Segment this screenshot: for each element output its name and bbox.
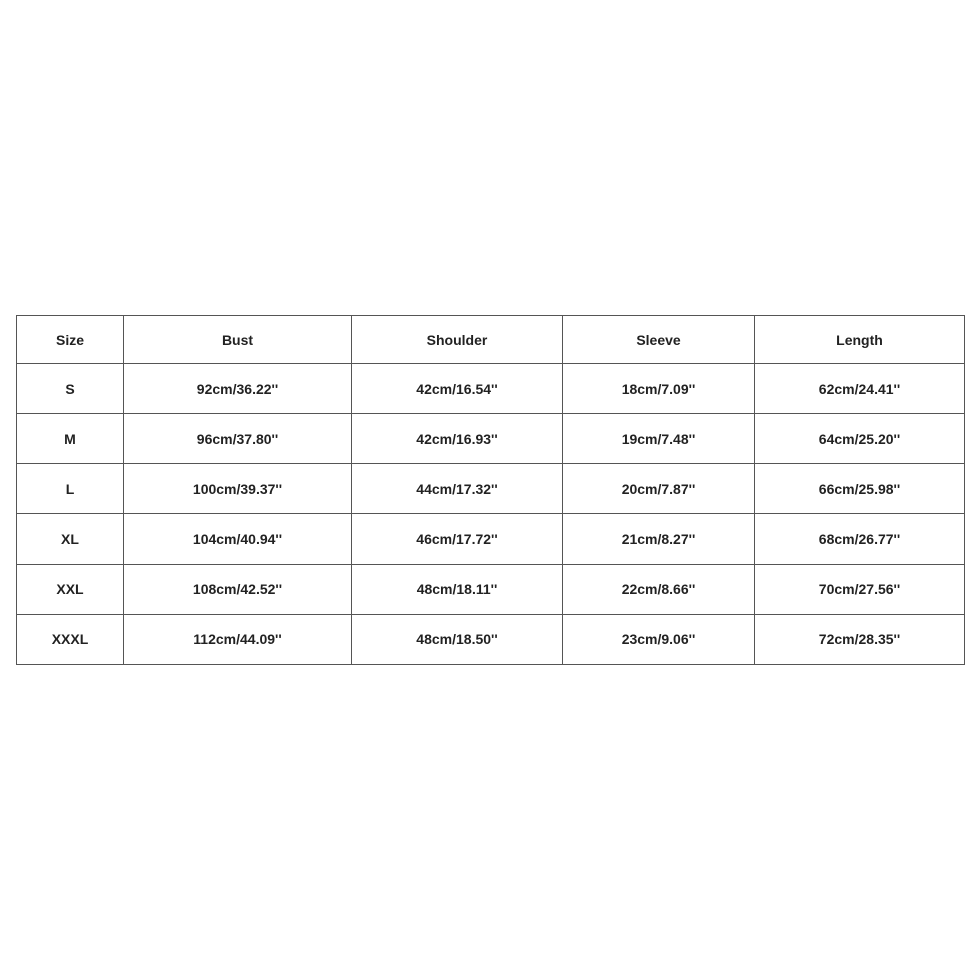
cell-bust: 104cm/40.94'' [124, 514, 352, 564]
header-sleeve: Sleeve [563, 316, 755, 364]
cell-sleeve: 21cm/8.27'' [563, 514, 755, 564]
table-row [17, 564, 965, 614]
table-row [17, 464, 965, 514]
cell-length: 66cm/25.98'' [755, 464, 965, 514]
cell-length: 70cm/27.56'' [755, 564, 965, 614]
cell-bust: 92cm/36.22'' [124, 364, 352, 414]
cell-length: 72cm/28.35'' [755, 614, 965, 664]
cell-size: XXL [17, 564, 124, 614]
cell-length: 62cm/24.41'' [755, 364, 965, 414]
cell-shoulder: 48cm/18.11'' [352, 564, 563, 614]
header-size: Size [17, 316, 124, 364]
table-row [17, 414, 965, 464]
cell-bust: 96cm/37.80'' [124, 414, 352, 464]
cell-bust: 112cm/44.09'' [124, 614, 352, 664]
cell-size: L [17, 464, 124, 514]
cell-shoulder: 48cm/18.50'' [352, 614, 563, 664]
table-row [17, 614, 965, 664]
cell-size: S [17, 364, 124, 414]
cell-length: 64cm/25.20'' [755, 414, 965, 464]
cell-shoulder: 46cm/17.72'' [352, 514, 563, 564]
size-chart-table [16, 315, 965, 665]
cell-bust: 100cm/39.37'' [124, 464, 352, 514]
header-length: Length [755, 316, 965, 364]
cell-shoulder: 42cm/16.54'' [352, 364, 563, 414]
header-bust: Bust [124, 316, 352, 364]
table-row [17, 364, 965, 414]
cell-shoulder: 44cm/17.32'' [352, 464, 563, 514]
cell-bust: 108cm/42.52'' [124, 564, 352, 614]
cell-sleeve: 18cm/7.09'' [563, 364, 755, 414]
cell-size: XL [17, 514, 124, 564]
cell-sleeve: 23cm/9.06'' [563, 614, 755, 664]
cell-length: 68cm/26.77'' [755, 514, 965, 564]
cell-shoulder: 42cm/16.93'' [352, 414, 563, 464]
header-shoulder: Shoulder [352, 316, 563, 364]
cell-sleeve: 19cm/7.48'' [563, 414, 755, 464]
cell-size: M [17, 414, 124, 464]
table-row [17, 514, 965, 564]
cell-sleeve: 20cm/7.87'' [563, 464, 755, 514]
cell-sleeve: 22cm/8.66'' [563, 564, 755, 614]
header-row [17, 316, 965, 364]
cell-size: XXXL [17, 614, 124, 664]
